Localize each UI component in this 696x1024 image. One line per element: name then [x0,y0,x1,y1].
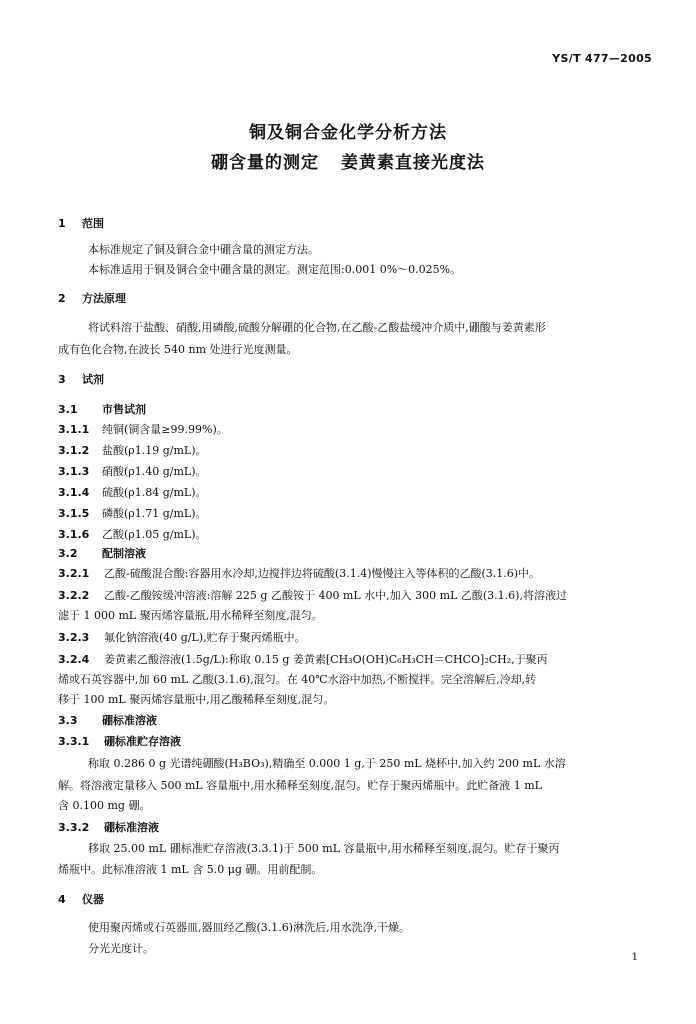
item-text: 纯铜(铜含量≥99.99%)。 [102,423,228,436]
section-2-heading [58,291,126,307]
item-text: 磷酸(ρ1.71 g/mL)。 [102,507,207,520]
section-3-1-number: 3.1 [58,403,78,416]
section-2-line-1: 将试料溶于盐酸、硝酸,用磷酸,硫酸分解硼的化合物,在乙酸-乙酸盐缓冲介质中,硼酸与姜黄素形 [88,321,546,334]
section-3-3-number: 3.3 [58,714,78,727]
item-3-1-6 [58,527,207,543]
section-3-3-title: 硼标准溶液 [102,714,157,727]
section-4-title: 仪器 [82,893,104,906]
section-3-2-heading [58,546,146,562]
section-1-number: 1 [58,217,66,230]
item-title: 硼标准溶液 [104,821,159,834]
standard-number: YS/T 477—2005 [552,52,652,65]
item-3-1-3 [58,464,207,480]
section-1-title: 范围 [82,217,104,230]
item-3-2-1 [58,566,540,582]
section-3-3-heading [58,713,157,729]
title-line-2 [0,148,696,173]
section-3-1-title: 市售试剂 [102,403,146,416]
section-1-heading [58,216,104,232]
item-3-3-2-line-1: 移取 25.00 mL 硼标准贮存溶液(3.3.1)于 500 mL 容量瓶中,用水稀释至刻度,混匀。贮存于聚丙 [88,842,560,855]
item-number: 3.1.4 [58,486,90,499]
title-line-1: 铜及铜合金化学分析方法 [249,123,447,143]
item-number: 3.2.3 [58,631,90,644]
item-3-3-2-line-2: 烯瓶中。此标准溶液 1 mL 含 5.0 μg 硼。用前配制。 [58,863,323,876]
item-3-2-4-line-2: 烯或石英容器中,加 60 mL 乙酸(3.1.6),混匀。在 40℃水浴中加热,不断搅拌。完全溶解后,冷却,转 [58,673,537,686]
item-3-1-2 [58,443,207,459]
title-line-2b: 姜黄素直接光度法 [341,153,485,173]
item-3-3-1-line-2: 解。将溶液定量移入 500 mL 容量瓶中,用水稀释至刻度,混匀。贮存于聚丙烯瓶中。此贮备液 1 mL [58,779,542,792]
section-4-para-2: 分光光度计。 [88,942,154,955]
item-3-2-4-line-1 [58,652,548,668]
item-3-1-1 [58,422,228,438]
section-3-3-2-heading [58,820,159,836]
item-text: 硝酸(ρ1.40 g/mL)。 [102,465,207,478]
title-line-2a: 硼含量的测定 [211,153,319,173]
item-text: 乙酸(ρ1.05 g/mL)。 [102,528,207,541]
item-3-2-4-line-3: 移于 100 mL 聚丙烯容量瓶中,用乙酸稀释至刻度,混匀。 [58,693,335,706]
section-4-number: 4 [58,893,66,906]
item-number: 3.1.2 [58,444,90,457]
item-3-2-3 [58,630,306,646]
item-text: 盐酸(ρ1.19 g/mL)。 [102,444,207,457]
section-4-heading [58,892,104,908]
section-3-2-title: 配制溶液 [102,547,146,560]
item-number: 3.1.5 [58,507,90,520]
item-number: 3.3.2 [58,821,90,834]
item-3-1-5 [58,506,207,522]
section-3-2-number: 3.2 [58,547,78,560]
item-title: 硼标准贮存溶液 [104,735,181,748]
section-1-para-2: 本标准适用于铜及铜合金中硼含量的测定。测定范围:0.001 0%～0.025%。 [88,263,462,276]
section-1-para-1: 本标准规定了铜及铜合金中硼含量的测定方法。 [88,243,319,256]
section-2-line-2: 成有色化合物,在波长 540 nm 处进行光度测量。 [58,343,298,356]
item-number: 3.2.1 [58,567,90,580]
section-2-title: 方法原理 [82,292,126,305]
item-3-2-2-line-1 [58,588,567,604]
item-3-2-2-line-2: 滤于 1 000 mL 聚丙烯容量瓶,用水稀释至刻度,混匀。 [58,609,323,622]
section-2-number: 2 [58,292,66,305]
item-3-1-4 [58,485,207,501]
item-text: 乙酸-硫酸混合酸:容器用水冷却,边搅拌边将硫酸(3.1.4)慢慢注入等体积的乙酸(3.1.6)中。 [104,567,541,580]
item-number: 3.1.6 [58,528,90,541]
section-3-3-1-heading [58,734,181,750]
item-3-3-1-line-1: 称取 0.286 0 g 光谱纯硼酸(H₃BO₃),精确至 0.000 1 g,于 250 mL 烧杯中,加入约 200 mL 水溶 [88,757,566,770]
item-number: 3.1.3 [58,465,90,478]
item-number: 3.1.1 [58,423,90,436]
item-number: 3.2.2 [58,589,90,602]
item-number: 3.3.1 [58,735,90,748]
section-3-heading [58,372,104,388]
page-number: 1 [631,952,638,963]
section-4-para-1: 使用聚丙烯或石英器皿,器皿经乙酸(3.1.6)淋洗后,用水洗净,干燥。 [88,921,411,934]
item-text: 硫酸(ρ1.84 g/mL)。 [102,486,207,499]
section-3-number: 3 [58,373,66,386]
item-text: 氟化钠溶液(40 g/L),贮存于聚丙烯瓶中。 [104,631,306,644]
item-text: 姜黄素乙酸溶液(1.5g/L):称取 0.15 g 姜黄素[CH₃O(OH)C₆H₃CH＝CHCO]₂CH₂,于聚丙 [104,653,548,666]
section-3-1-heading [58,402,146,418]
item-3-3-1-line-3: 含 0.100 mg 硼。 [58,799,151,812]
section-3-title: 试剂 [82,373,104,386]
item-text: 乙酸-乙酸铵缓冲溶液:溶解 225 g 乙酸铵于 400 mL 水中,加入 300 mL 乙酸(3.1.6),将溶液过 [104,589,567,602]
item-number: 3.2.4 [58,653,90,666]
